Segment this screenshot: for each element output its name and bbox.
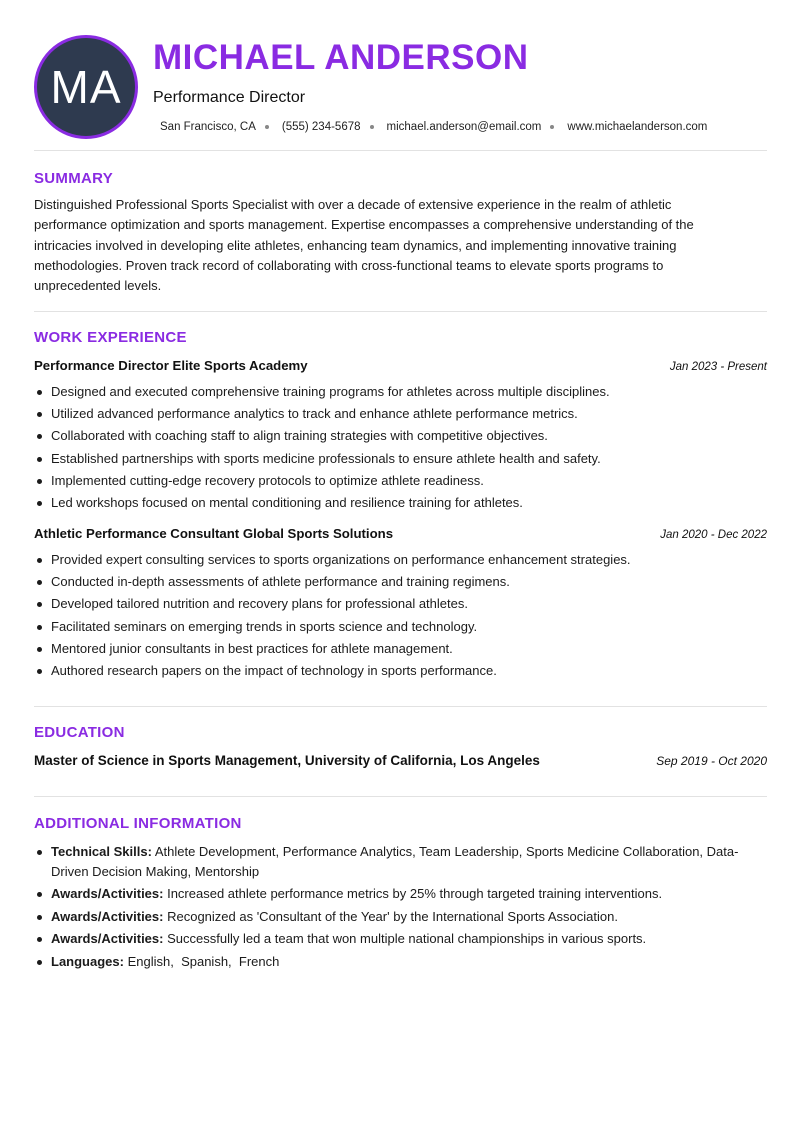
list-item: Designed and executed comprehensive training programs for athletes across multiple disciplines.: [34, 381, 767, 403]
section-title-additional: ADDITIONAL INFORMATION: [34, 815, 242, 832]
divider: [34, 796, 767, 797]
separator-dot-icon: [370, 125, 374, 129]
info-item-award: [34, 884, 767, 904]
info-item-skills: [34, 842, 767, 881]
info-label: Awards/Activities:: [51, 908, 164, 924]
separator-dot-icon: [550, 125, 554, 129]
list-item: Facilitated seminars on emerging trends in sports science and technology.: [34, 616, 767, 638]
list-item: Conducted in-depth assessments of athlete performance and training regimens.: [34, 571, 767, 593]
info-text: Recognized as 'Consultant of the Year' by the International Sports Association.: [167, 908, 618, 924]
education-entry: [34, 753, 767, 768]
education-date: Sep 2019 - Oct 2020: [656, 754, 767, 768]
contact-bar: [160, 121, 707, 133]
education-degree: Master of Science in Sports Management, University of California, Los Angeles: [34, 753, 540, 768]
info-text: English, Spanish, French: [127, 953, 280, 969]
section-title-summary: SUMMARY: [34, 170, 114, 187]
section-title-education: EDUCATION: [34, 724, 125, 741]
job-bullets: [34, 549, 767, 682]
job-title: Performance Director Elite Sports Academy: [34, 358, 308, 373]
contact-phone: (555) 234-5678: [281, 121, 361, 133]
list-item: Authored research papers on the impact of technology in sports performance.: [34, 660, 767, 682]
contact-website[interactable]: www.michaelanderson.com: [567, 121, 708, 133]
list-item: Established partnerships with sports medicine professionals to ensure athlete health and safety.: [34, 448, 767, 470]
divider: [34, 150, 767, 151]
info-text: Successfully led a team that won multiple national championships in various sports.: [167, 931, 647, 946]
list-item: Developed tailored nutrition and recovery plans for professional athletes.: [34, 593, 767, 615]
divider: [34, 706, 767, 707]
list-item: Utilized advanced performance analytics to track and enhance athlete performance metrics.: [34, 403, 767, 425]
info-text: Athlete Development, Performance Analytics, Team Leadership, Sports Medicine Collaboration, Data-Driven Decision Making, Mentorship: [51, 844, 739, 879]
info-label: Languages:: [51, 953, 124, 969]
job-header: [34, 358, 767, 373]
info-label: Technical Skills:: [51, 844, 152, 859]
candidate-name: MICHAEL ANDERSON: [153, 38, 529, 77]
divider: [34, 311, 767, 312]
candidate-role: Performance Director: [153, 89, 306, 106]
job-bullets: [34, 381, 767, 514]
info-item-languages: [34, 952, 767, 972]
contact-location: San Francisco, CA: [160, 121, 256, 133]
separator-dot-icon: [265, 125, 269, 129]
list-item: Provided expert consulting services to sports organizations on performance enhancement strategies.: [34, 549, 767, 571]
list-item: Implemented cutting-edge recovery protocols to optimize athlete readiness.: [34, 470, 767, 492]
info-item-award: [34, 907, 767, 927]
info-label: Awards/Activities:: [51, 931, 164, 946]
section-title-experience: WORK EXPERIENCE: [34, 329, 187, 346]
list-item: Mentored junior consultants in best practices for athlete management.: [34, 638, 767, 660]
job-title: Athletic Performance Consultant Global Sports Solutions: [34, 526, 394, 541]
summary-text: Distinguished Professional Sports Specialist with over a decade of extensive experience in the realm of athletic performance optimization and sports management. Expertise encompasses a comprehensive understanding of the intricacies involved in developing elite athletes, enhancing team dynamics, and implementing innovative training methodologies. Proven track record of collaborating with cross-functional teams to elevate sports programs to unprecedented levels.: [34, 197, 694, 294]
job-date: Jan 2023 - Present: [669, 361, 767, 373]
job-header: [34, 526, 767, 541]
info-label: Awards/Activities:: [51, 886, 164, 901]
additional-info-list: [34, 842, 767, 974]
avatar-initials: MA: [50, 61, 122, 113]
info-text: Increased athlete performance metrics by 25% through targeted training interventions.: [167, 886, 663, 901]
list-item: Led workshops focused on mental conditioning and resilience training for athletes.: [34, 492, 767, 514]
avatar: [34, 35, 138, 139]
info-item-award: [34, 929, 767, 949]
list-item: Collaborated with coaching staff to align training strategies with competitive objectives.: [34, 425, 767, 447]
contact-email[interactable]: michael.anderson@email.com: [386, 121, 542, 133]
job-date: Jan 2020 - Dec 2022: [660, 529, 767, 541]
